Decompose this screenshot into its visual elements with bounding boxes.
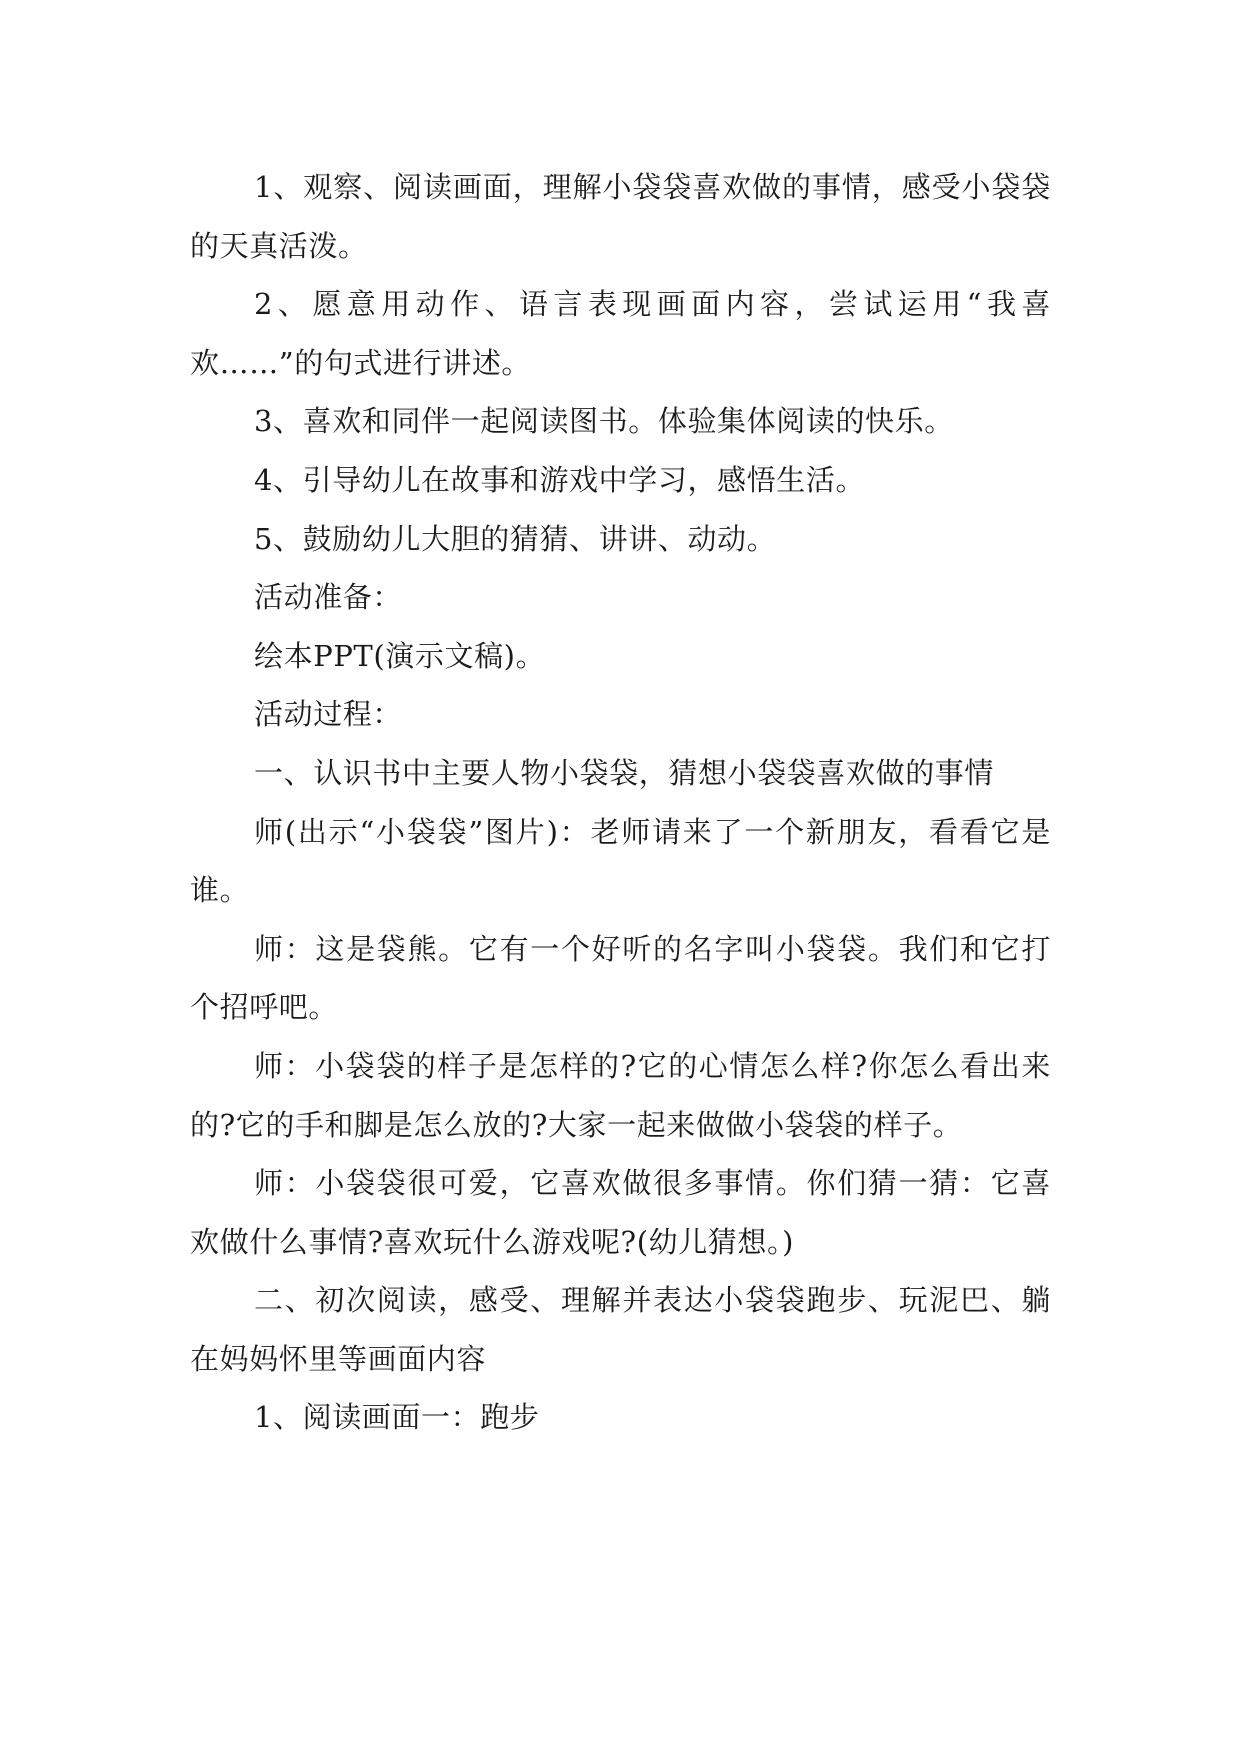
- objective-1: 1、观察、阅读画面，理解小袋袋喜欢做的事情，感受小袋袋的天真活泼。: [190, 170, 1051, 263]
- teacher-line-4: 师：小袋袋很可爱，它喜欢做很多事情。你们猜一猜：它喜欢做什么事情?喜欢玩什么游戏呢?(幼儿猜想。): [190, 1166, 1051, 1259]
- section-2-heading: 二、初次阅读，感受、理解并表达小袋袋跑步、玩泥巴、躺在妈妈怀里等画面内容: [190, 1283, 1051, 1376]
- objective-3: 3、喜欢和同伴一起阅读图书。体验集体阅读的快乐。: [254, 404, 954, 439]
- preparation-heading: 活动准备：: [254, 580, 403, 615]
- reading-step-1: 1、阅读画面一：跑步: [254, 1400, 540, 1435]
- teacher-line-3: 师：小袋袋的样子是怎样的?它的心情怎么样?你怎么看出来的?它的手和脚是怎么放的?大家一起来做做小袋袋的样子。: [190, 1048, 1051, 1142]
- preparation-item: 绘本PPT(演示文稿)。: [254, 638, 546, 673]
- teacher-line-2: 师：这是袋熊。它有一个好听的名字叫小袋袋。我们和它打个招呼吧。: [190, 931, 1051, 1025]
- teacher-line-1: 师(出示“小袋袋”图片)：老师请来了一个新朋友，看看它是谁。: [190, 814, 1051, 908]
- objective-5: 5、鼓励幼儿大胆的猜猜、讲讲、动动。: [254, 521, 777, 556]
- process-heading: 活动过程：: [254, 697, 403, 732]
- section-1-heading: 一、认识书中主要人物小袋袋，猜想小袋袋喜欢做的事情: [254, 755, 995, 790]
- document-page: [190, 158, 1051, 1447]
- objective-2: 2、愿意用动作、语言表现画面内容，尝试运用“我喜欢……”的句式进行讲述。: [190, 287, 1051, 380]
- objective-4: 4、引导幼儿在故事和游戏中学习，感悟生活。: [254, 462, 866, 497]
